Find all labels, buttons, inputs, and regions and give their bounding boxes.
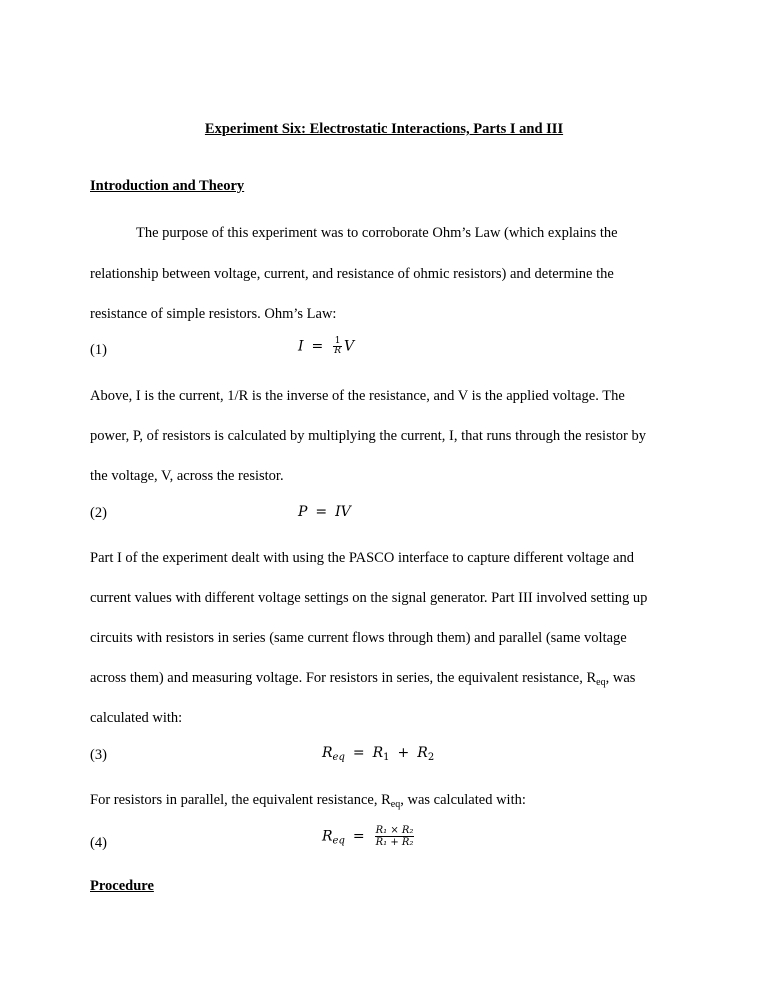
para4-end: , was calculated with: bbox=[400, 792, 526, 808]
intro-heading: Introduction and Theory bbox=[90, 178, 245, 194]
equation-2-lhs: P bbox=[298, 504, 308, 520]
equation-3-number: (3) bbox=[90, 747, 107, 763]
equation-4-numerator: R₁ × R₂ bbox=[375, 825, 414, 836]
para3-line-2: current values with different voltage settings on the signal generator. Part III involved setting up bbox=[90, 590, 648, 606]
equation-3 bbox=[322, 745, 434, 763]
para2-line-2: power, P, of resistors is calculated by multiplying the current, I, that runs through the resistor by bbox=[90, 428, 646, 444]
equation-3-lhs-sub: eq bbox=[332, 752, 345, 763]
para2-line-1: Above, I is the current, 1/R is the inverse of the resistance, and V is the applied voltage. The bbox=[90, 388, 625, 404]
equation-3-plus: + bbox=[397, 745, 410, 761]
equation-3-lhs: R bbox=[322, 745, 333, 761]
para3-line-4-text: across them) and measuring voltage. For resistors in series, the equivalent resistance, R bbox=[90, 670, 597, 686]
para4-line bbox=[90, 792, 526, 810]
para3-line-4-end: , was bbox=[605, 670, 636, 686]
equation-3-r1: R bbox=[372, 745, 384, 761]
equation-3-r1-sub: 1 bbox=[383, 752, 390, 763]
equation-4 bbox=[322, 825, 416, 848]
equation-3-r2-sub: 2 bbox=[427, 752, 435, 763]
equation-1-rhs: V bbox=[344, 338, 355, 355]
para4-subscript: eq bbox=[390, 799, 401, 810]
equation-4-lhs-sub: eq bbox=[332, 835, 345, 847]
equation-1-number: (1) bbox=[90, 342, 107, 358]
equation-4-fraction bbox=[375, 825, 415, 848]
equation-3-equals: = bbox=[352, 745, 365, 761]
equation-1-equals: = bbox=[311, 338, 324, 355]
equation-1-numerator: 1 bbox=[334, 336, 341, 346]
para4-text: For resistors in parallel, the equivalent resistance, R bbox=[90, 792, 391, 808]
equation-2-equals: = bbox=[315, 504, 328, 520]
intro-line-2: relationship between voltage, current, and resistance of ohmic resistors) and determine the bbox=[90, 266, 614, 282]
para3-line-3: circuits with resistors in series (same current flows through them) and parallel (same voltage bbox=[90, 630, 627, 646]
document-title: Experiment Six: Electrostatic Interactions, Parts I and III bbox=[204, 121, 564, 137]
equation-4-lhs: R bbox=[322, 828, 333, 845]
equation-4-equals: = bbox=[352, 828, 365, 845]
intro-line-3: resistance of simple resistors. Ohm’s Law: bbox=[90, 306, 337, 322]
procedure-heading: Procedure bbox=[90, 878, 154, 894]
equation-4-number: (4) bbox=[90, 835, 107, 851]
para3-line-4 bbox=[90, 670, 635, 688]
equation-4-denominator: R₁ + R₂ bbox=[375, 837, 414, 848]
equation-2-number: (2) bbox=[90, 505, 107, 521]
equation-2 bbox=[298, 504, 351, 520]
intro-line-1: The purpose of this experiment was to corroborate Ohm’s Law (which explains the bbox=[136, 225, 618, 241]
para3-line-5: calculated with: bbox=[90, 710, 183, 726]
equation-1-lhs: I bbox=[298, 338, 304, 355]
para3-line-1: Part I of the experiment dealt with using the PASCO interface to capture different voltage and bbox=[90, 550, 634, 566]
equation-3-r2: R bbox=[417, 745, 428, 761]
equation-2-rhs: IV bbox=[335, 504, 351, 520]
para2-line-3: the voltage, V, across the resistor. bbox=[90, 468, 284, 484]
equation-1 bbox=[298, 337, 354, 356]
para3-line-4-subscript: eq bbox=[596, 677, 606, 688]
equation-1-denominator: R bbox=[334, 346, 342, 356]
equation-1-fraction bbox=[333, 337, 342, 356]
